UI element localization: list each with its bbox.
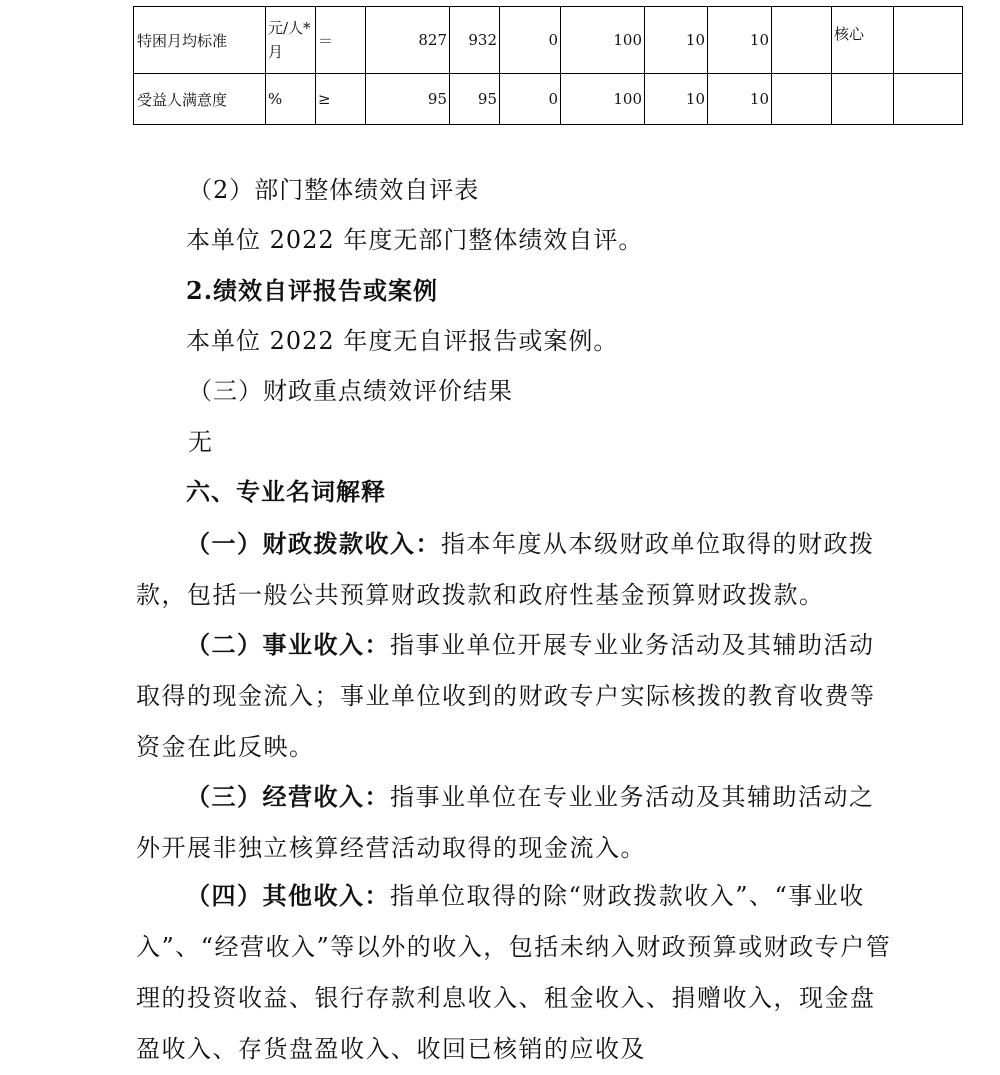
- annual-target: 827: [366, 7, 450, 74]
- term-title: （四）其他收入：: [186, 881, 390, 910]
- weight: 10: [645, 7, 708, 74]
- weight: 10: [645, 74, 708, 125]
- table-row: [134, 74, 963, 125]
- indicator-unit: 元/人*月: [266, 7, 316, 74]
- indicator-tag: 核心: [832, 7, 894, 74]
- term-title: （一）财政拨款收入：: [186, 529, 441, 558]
- indicator-operator: ＝: [316, 7, 366, 74]
- heading-report: 2.绩效自评报告或案例: [186, 276, 439, 305]
- term-paragraph-2: [136, 619, 896, 773]
- deviation: 0: [500, 74, 561, 125]
- score: 10: [708, 7, 772, 74]
- term-paragraph-1: [136, 518, 896, 621]
- term-paragraph-4: [136, 870, 896, 1075]
- actual-value: 95: [450, 74, 500, 125]
- annual-target: 95: [366, 74, 450, 125]
- heading-dept-eval: （2）部门整体绩效自评表: [188, 176, 480, 204]
- indicator-tag: [832, 74, 894, 125]
- indicator-name: 受益人满意度: [134, 74, 266, 125]
- text-key-eval: 无: [188, 428, 213, 456]
- term-body: 指事业单位开展专业业务活动及其辅助活动取得的现金流入；事业单位收到的财政专户实际核拨的教育收费等资金在此反映。: [136, 631, 876, 761]
- term-title: （二）事业收入：: [186, 630, 390, 659]
- completion-rate: 100: [561, 74, 645, 125]
- score: 10: [708, 74, 772, 125]
- performance-indicator-table: [133, 6, 963, 125]
- term-paragraph-3: [136, 771, 896, 874]
- heading-key-eval: （三）财政重点绩效评价结果: [188, 377, 513, 405]
- deviation-reason: [772, 7, 832, 74]
- table-row: [134, 7, 963, 74]
- indicator-operator: ≥: [316, 74, 366, 125]
- deviation: 0: [500, 7, 561, 74]
- term-body: 指事业单位在专业业务活动及其辅助活动之外开展非独立核算经营活动取得的现金流入。: [136, 783, 875, 862]
- indicator-note: [894, 74, 963, 125]
- indicator-name: 特困月均标准: [134, 7, 266, 74]
- actual-value: 932: [450, 7, 500, 74]
- indicator-unit: %: [266, 74, 316, 125]
- deviation-reason: [772, 74, 832, 125]
- term-body: 指单位取得的除“财政拨款收入”、“事业收入”、“经营收入”等以外的收入，包括未纳入财政预算或财政专户管理的投资收益、银行存款利息收入、租金收入、捐赠收入，现金盘盈收入、存货盘盈收入、收回已核销的应收及: [136, 882, 892, 1063]
- heading-terms: 六、专业名词解释: [186, 477, 386, 506]
- term-title: （三）经营收入：: [186, 782, 390, 811]
- completion-rate: 100: [561, 7, 645, 74]
- indicator-note: [894, 7, 963, 74]
- text-dept-eval: 本单位 2022 年度无部门整体绩效自评。: [186, 226, 644, 254]
- text-report: 本单位 2022 年度无自评报告或案例。: [186, 327, 619, 355]
- term-body: 指本年度从本级财政单位取得的财政拨款，包括一般公共预算财政拨款和政府性基金预算财政拨款。: [136, 530, 875, 609]
